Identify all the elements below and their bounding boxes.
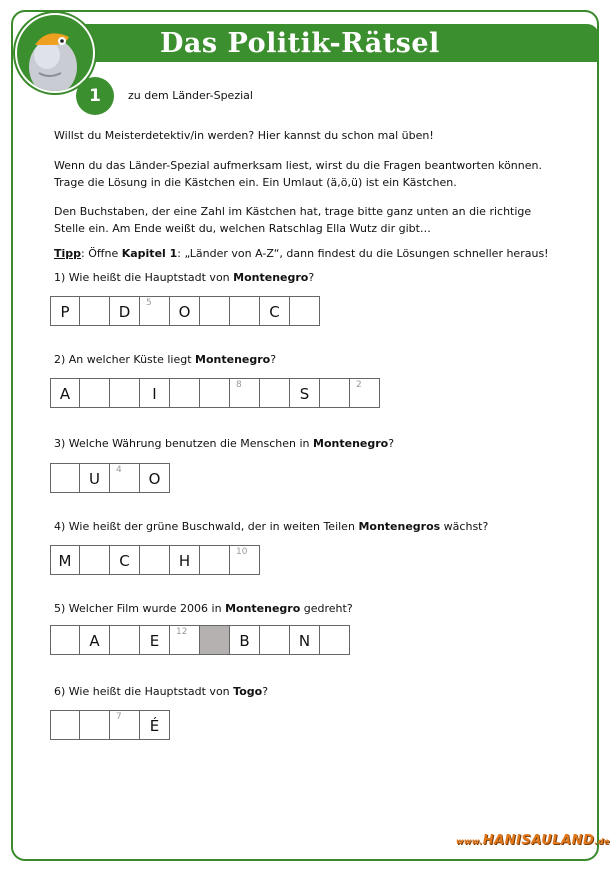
question-text-end: gedreht? (300, 602, 353, 615)
answer-cell[interactable] (50, 625, 80, 655)
answer-cell[interactable] (200, 296, 230, 326)
question-6 (54, 685, 268, 698)
cell-letter: I (152, 385, 157, 403)
answer-cell[interactable] (50, 463, 80, 493)
answer-cell[interactable] (140, 378, 170, 408)
answer-cell[interactable] (170, 545, 200, 575)
question-text-end: ? (262, 685, 269, 698)
question-text: 2) An welcher Küste liegt (54, 353, 196, 366)
answer-cell[interactable] (50, 545, 80, 575)
logo-suffix: .de (594, 837, 610, 846)
question-text: 5) Welcher Film wurde 2006 in (54, 602, 226, 615)
tip-label: Tipp (54, 247, 82, 260)
question-keyword: Togo (233, 685, 263, 698)
question-text: 6) Wie heißt die Hauptstadt von (54, 685, 234, 698)
question-2 (54, 353, 276, 366)
cell-letter: N (298, 632, 311, 650)
cell-number: 10 (236, 547, 248, 557)
answer-cell[interactable] (350, 378, 380, 408)
answer-cell[interactable] (140, 710, 170, 740)
cell-letter: B (239, 632, 250, 650)
question-4 (54, 520, 488, 533)
question-text: 4) Wie heißt der grüne Buschwald, der in weiten Teilen (54, 520, 359, 533)
question-text-end: wächst? (440, 520, 489, 533)
page-title: Das Politik-Rätsel (160, 28, 440, 59)
cell-letter: É (149, 717, 160, 735)
tip-text-after: : „Länder von A-Z“, dann findest du die Lösungen schneller heraus! (177, 247, 549, 260)
answer-cell[interactable] (80, 545, 110, 575)
answer-cell[interactable] (50, 378, 80, 408)
answer-cell[interactable] (260, 296, 290, 326)
answer-cell[interactable] (230, 625, 260, 655)
cell-letter: M (58, 552, 72, 570)
intro-paragraph-1: Willst du Meisterdetektiv/in werden? Hier kannst du schon mal üben! (54, 129, 434, 142)
tip-line (54, 245, 564, 262)
answer-cell[interactable] (140, 625, 170, 655)
cell-letter: A (89, 632, 100, 650)
answer-cell[interactable] (140, 545, 170, 575)
worksheet-number-badge: 1 (76, 77, 114, 115)
answer-cell[interactable] (230, 296, 260, 326)
answer-cell[interactable] (50, 710, 80, 740)
answer-cell[interactable] (110, 545, 140, 575)
answer-cell[interactable] (170, 378, 200, 408)
answer-cell[interactable] (110, 378, 140, 408)
cell-letter: A (59, 385, 71, 403)
cell-number: 2 (356, 380, 362, 390)
answer-cell[interactable] (110, 710, 140, 740)
question-5 (54, 602, 353, 615)
answer-cell[interactable] (290, 625, 320, 655)
intro-paragraph-2: Wenn du das Länder-Spezial aufmerksam liest, wirst du die Fragen beantworten können. Trage die Lösung in die Kästchen ein. Ein Umlaut (ä,ö,ü) ist ein Kästchen. (54, 159, 542, 189)
answer-cell[interactable] (80, 463, 110, 493)
answer-boxes-5 (50, 625, 350, 655)
question-keyword: Montenegro (195, 353, 271, 366)
answer-cell[interactable] (80, 378, 110, 408)
question-text-end: ? (388, 437, 395, 450)
answer-cell[interactable] (80, 710, 110, 740)
answer-cell[interactable] (320, 378, 350, 408)
mascot-icon (17, 15, 93, 91)
question-1 (54, 271, 314, 284)
answer-cell[interactable] (170, 296, 200, 326)
question-text-end: ? (270, 353, 277, 366)
answer-boxes-4 (50, 545, 260, 575)
answer-cell[interactable] (140, 463, 170, 493)
cell-letter: S (299, 385, 310, 403)
answer-cell[interactable] (80, 296, 110, 326)
question-keyword: Montenegro (225, 602, 301, 615)
answer-boxes-2 (50, 378, 380, 408)
tip-chapter: Kapitel 1 (121, 247, 178, 260)
answer-boxes-1 (50, 296, 320, 326)
cell-number: 4 (116, 465, 122, 475)
answer-cell[interactable] (260, 625, 290, 655)
answer-cell[interactable] (200, 378, 230, 408)
subtitle: zu dem Länder-Spezial (128, 89, 253, 102)
answer-cell[interactable] (110, 463, 140, 493)
cell-letter: C (119, 552, 130, 570)
cell-letter: O (178, 303, 191, 321)
answer-cell[interactable] (80, 625, 110, 655)
answer-cell[interactable] (140, 296, 170, 326)
tip-text-before: : Öffne (81, 247, 122, 260)
question-keyword: Montenegros (358, 520, 441, 533)
answer-cell[interactable] (290, 296, 320, 326)
answer-cell[interactable] (170, 625, 200, 655)
cell-letter: O (148, 470, 161, 488)
question-text-end: ? (308, 271, 315, 284)
cell-number: 12 (176, 627, 188, 637)
cell-letter: D (118, 303, 131, 321)
answer-cell[interactable] (50, 296, 80, 326)
question-3 (54, 437, 394, 450)
intro-paragraph-3: Den Buchstaben, der eine Zahl im Kästchen hat, trage bitte ganz unten an die richtige Stelle ein. Am Ende weißt du, welchen Ratschlag Ella Wutz dir gibt… (54, 205, 532, 235)
answer-boxes-6 (50, 710, 170, 740)
cell-letter: H (178, 552, 191, 570)
answer-cell[interactable] (230, 378, 260, 408)
cell-letter: E (149, 632, 160, 650)
question-text: 1) Wie heißt die Hauptstadt von (54, 271, 234, 284)
cell-number: 5 (146, 298, 152, 308)
question-keyword: Montenegro (233, 271, 309, 284)
cell-letter: C (269, 303, 280, 321)
question-keyword: Montenegro (313, 437, 389, 450)
answer-cell[interactable] (230, 545, 260, 575)
cell-letter: U (89, 470, 100, 488)
answer-cell[interactable] (110, 296, 140, 326)
answer-cell[interactable] (260, 378, 290, 408)
cell-letter: P (60, 303, 70, 321)
answer-cell[interactable] (320, 625, 350, 655)
logo-prefix: www. (456, 837, 483, 846)
answer-boxes-3 (50, 463, 170, 493)
cell-number: 8 (236, 380, 242, 390)
answer-cell[interactable] (110, 625, 140, 655)
answer-cell[interactable] (200, 545, 230, 575)
logo-main: HANISAULAND (482, 833, 595, 848)
cell-number: 7 (116, 712, 122, 722)
hanisauland-logo (456, 833, 610, 848)
answer-cell[interactable] (290, 378, 320, 408)
answer-cell-blank-space[interactable] (200, 625, 230, 655)
question-text: 3) Welche Währung benutzen die Menschen in (54, 437, 314, 450)
